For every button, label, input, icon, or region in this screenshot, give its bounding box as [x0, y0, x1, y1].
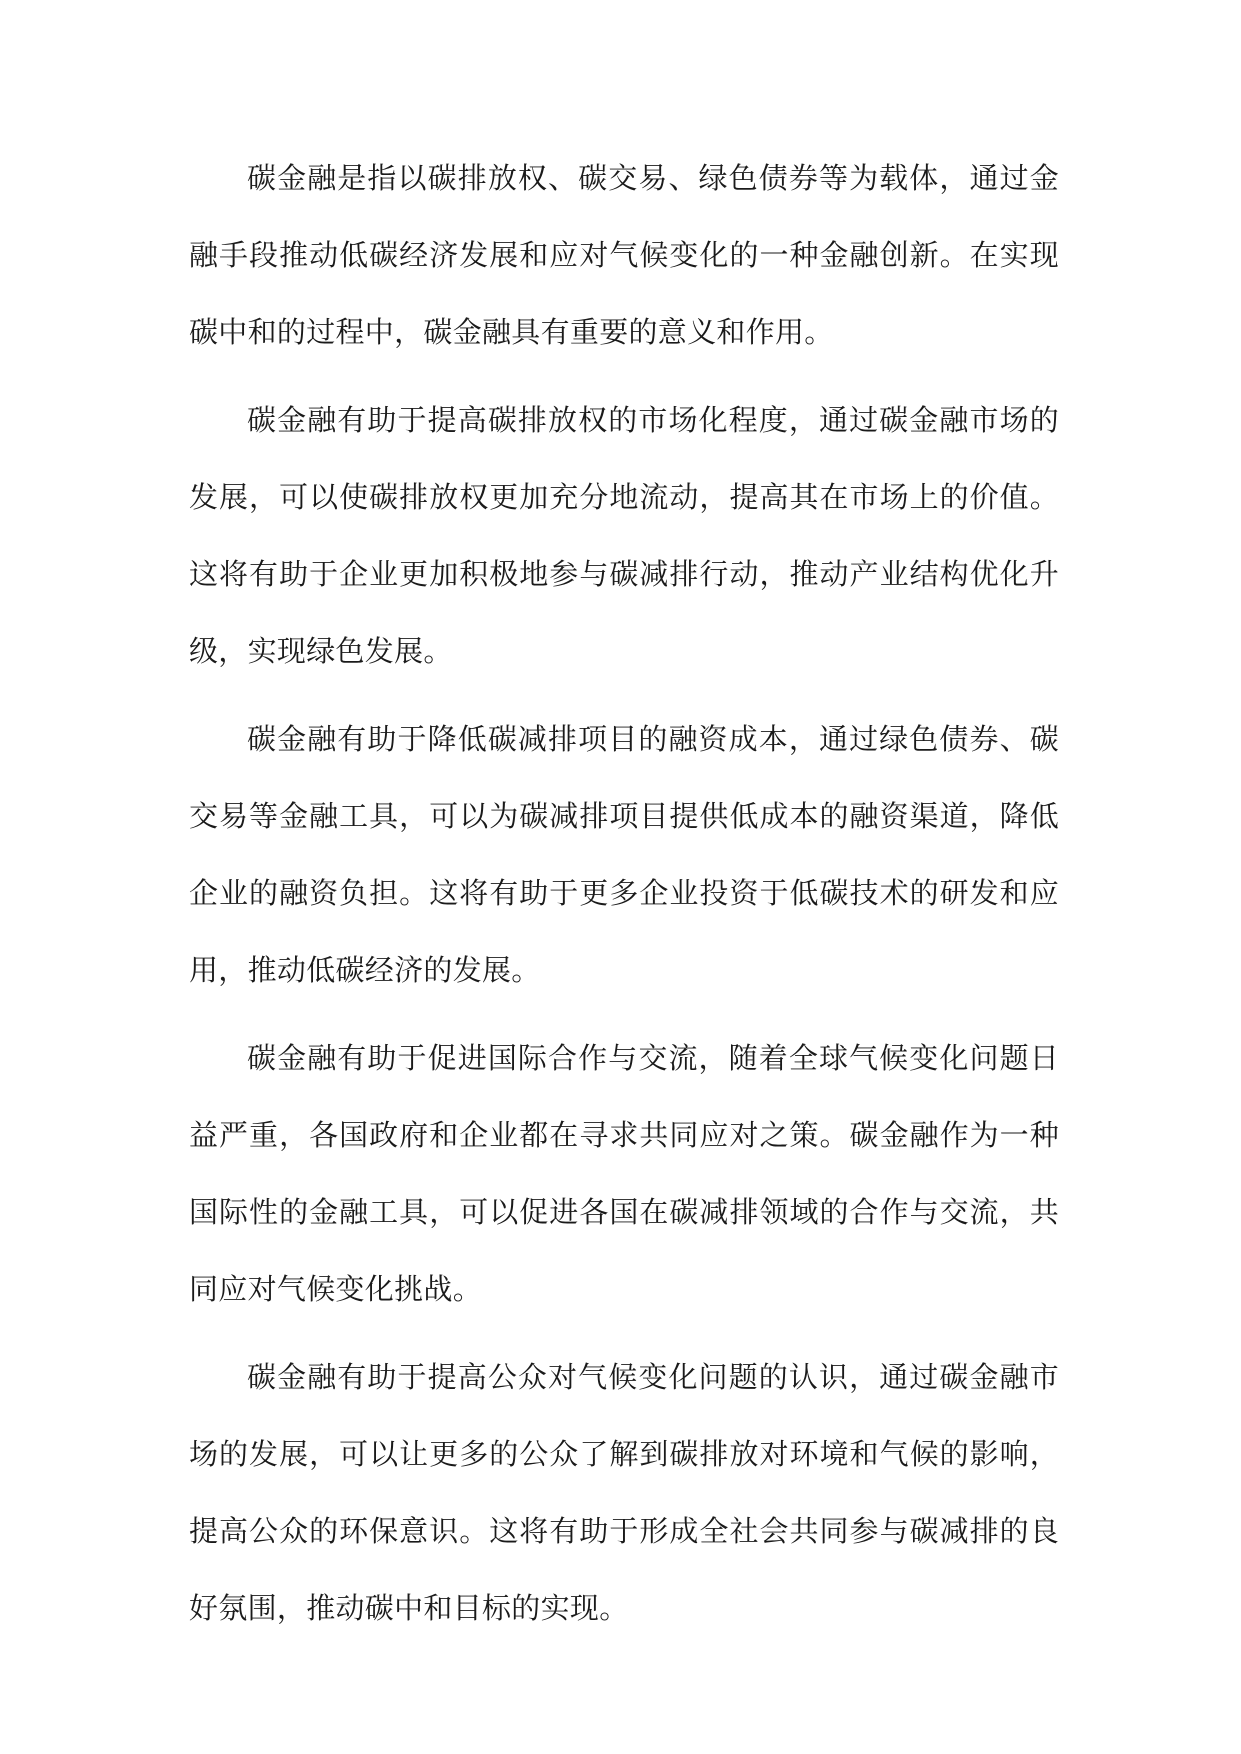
- paragraph-1: 碳金融是指以碳排放权、碳交易、绿色债券等为载体，通过金融手段推动低碳经济发展和应对气候变化的一种金融创新。在实现碳中和的过程中，碳金融具有重要的意义和作用。: [189, 160, 1059, 349]
- paragraph-2: 碳金融有助于提高碳排放权的市场化程度，通过碳金融市场的发展，可以使碳排放权更加充分地流动，提高其在市场上的价值。这将有助于企业更加积极地参与碳减排行动，推动产业结构优化升级，实现绿色发展。: [189, 402, 1059, 668]
- paragraph-5: 碳金融有助于提高公众对气候变化问题的认识，通过碳金融市场的发展，可以让更多的公众了解到碳排放对环境和气候的影响，提高公众的环保意识。这将有助于形成全社会共同参与碳减排的良好氛围，推动碳中和目标的实现。: [189, 1359, 1059, 1625]
- paragraph-4: 碳金融有助于促进国际合作与交流，随着全球气候变化问题日益严重，各国政府和企业都在寻求共同应对之策。碳金融作为一种国际性的金融工具，可以促进各国在碳减排领域的合作与交流，共同应对气候变化挑战。: [189, 1040, 1059, 1306]
- paragraph-3: 碳金融有助于降低碳减排项目的融资成本，通过绿色债券、碳交易等金融工具，可以为碳减排项目提供低成本的融资渠道，降低企业的融资负担。这将有助于更多企业投资于低碳技术的研发和应用，推动低碳经济的发展。: [189, 721, 1059, 987]
- document-body: [189, 140, 1059, 1658]
